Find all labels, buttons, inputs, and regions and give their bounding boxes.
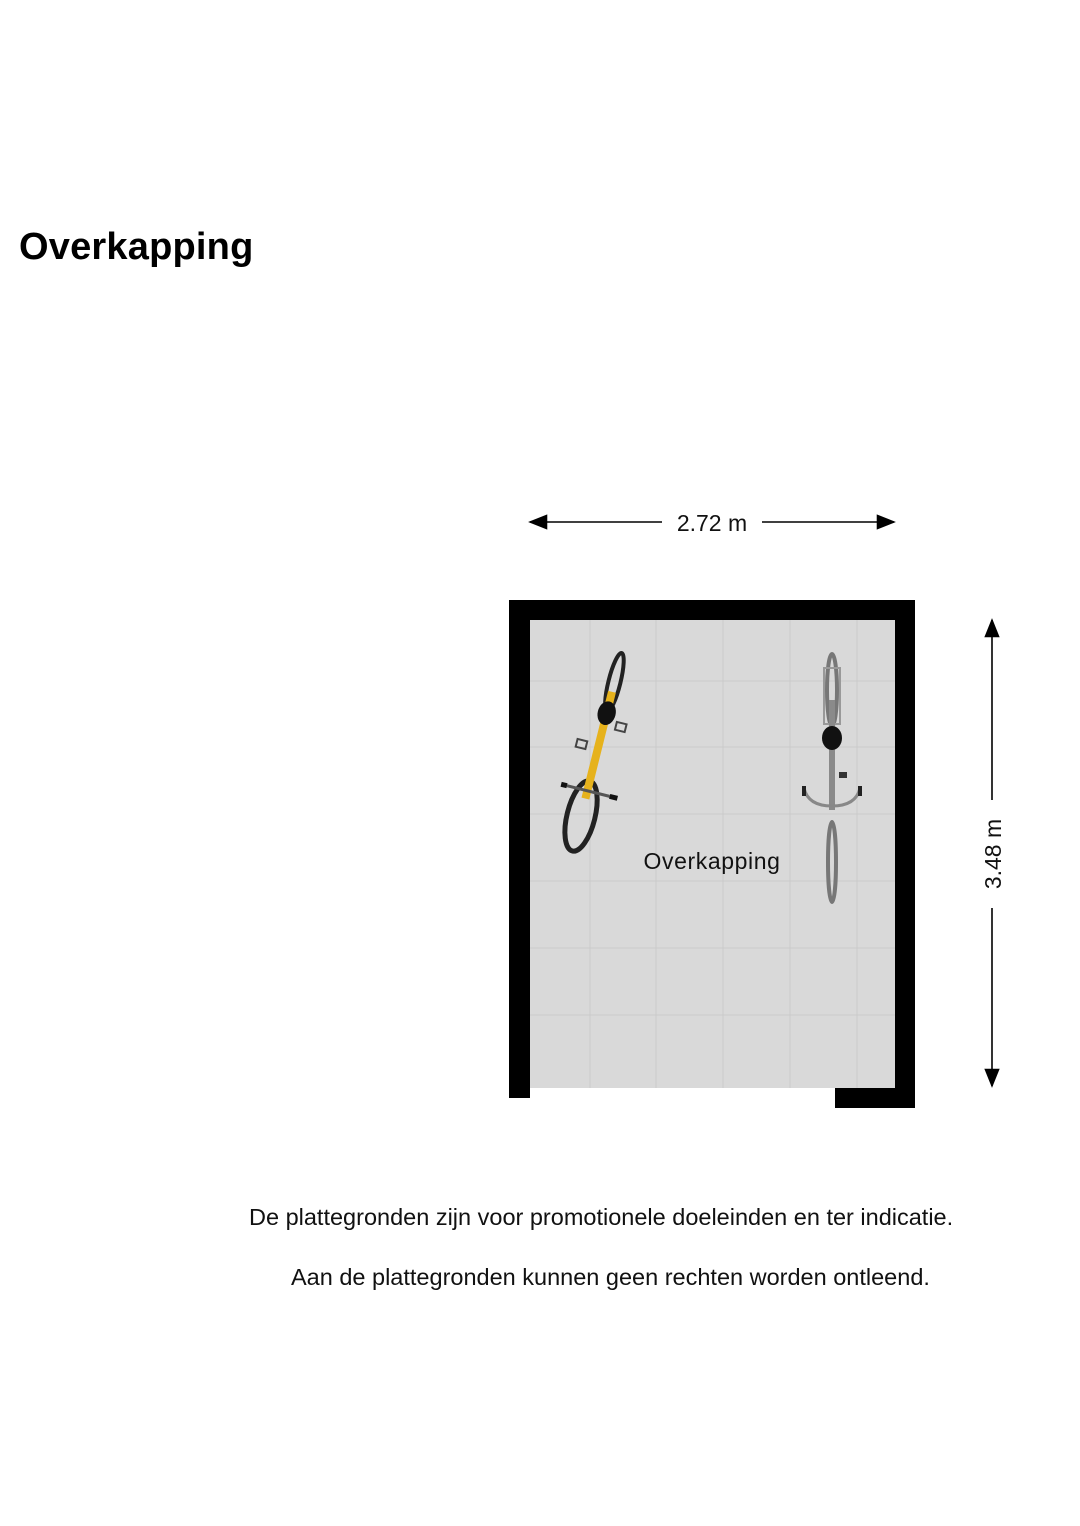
depth-dimension-label: 3.48 m [980,818,1006,890]
depth-dimension [980,620,1006,1086]
wall-top [509,600,915,620]
room-label: Overkapping [643,848,781,874]
wall-bottom-stub [835,1088,915,1108]
width-dimension [530,510,894,536]
wall-right [895,600,915,1108]
disclaimer-line-1: De plattegronden zijn voor promotionele doeleinden en ter indicatie. [249,1204,954,1230]
page-title: Overkapping [19,226,254,268]
wall-left [509,600,530,1098]
width-dimension-label: 2.72 m [676,510,748,536]
disclaimer-line-2: Aan de plattegronden kunnen geen rechten worden ontleend. [291,1264,930,1290]
